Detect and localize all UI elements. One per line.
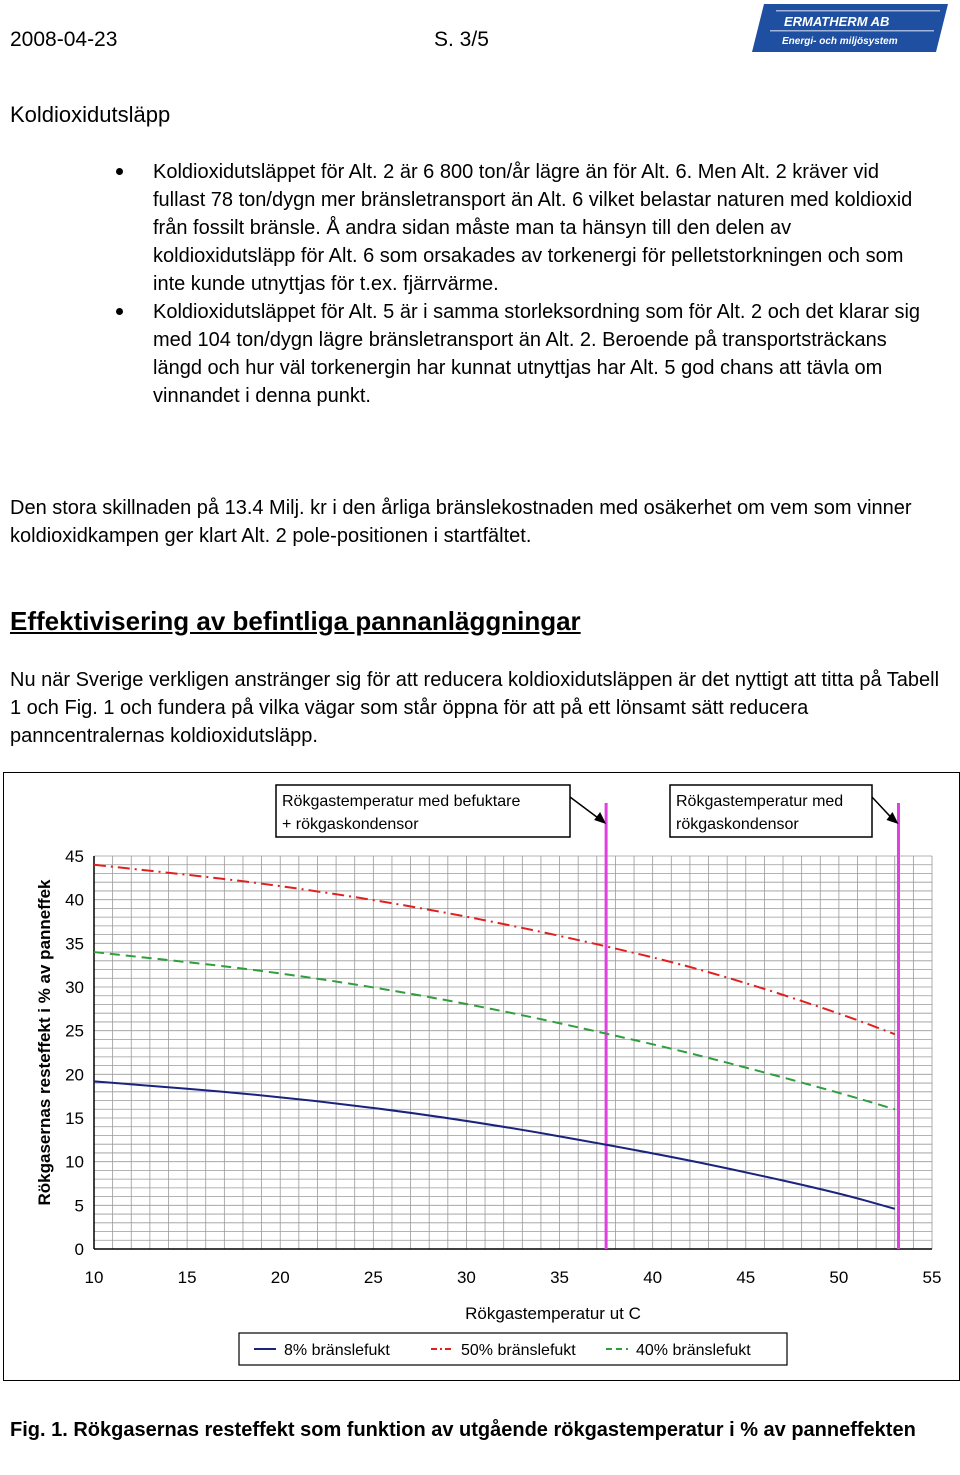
- callout-label-line: Rökgastemperatur med befuktare: [282, 793, 521, 810]
- callout-label-line: Rökgastemperatur med: [676, 793, 844, 810]
- co2-bullet-list: [0, 158, 960, 410]
- y-tick-label: 0: [74, 1240, 84, 1259]
- section-heading-co2: Koldioxidutsläpp: [10, 102, 171, 127]
- y-tick-label: 20: [65, 1065, 84, 1085]
- callout-label-line: + rökgaskondensor: [282, 816, 419, 833]
- y-tick-label: 25: [65, 1021, 84, 1041]
- co2-conclusion-paragraph: Den stora skillnaden på 13.4 Milj. kr i den årliga bränslekostnaden med osäkerhet om vem som vinner koldioxidkampen ger klart Alt. 2 pole-positionen i startfältet.: [10, 497, 912, 547]
- y-tick-label: 30: [65, 978, 84, 997]
- x-tick-label: 50: [829, 1268, 849, 1287]
- x-tick-label: 25: [363, 1268, 383, 1287]
- logo-tagline: Energi- och miljösystem: [782, 36, 898, 47]
- legend-label: 8% bränslefukt: [284, 1342, 390, 1359]
- figure-chart: [3, 772, 960, 1381]
- x-tick-label: 30: [456, 1268, 476, 1287]
- callout-label-line: rökgaskondensor: [676, 816, 799, 833]
- page-number: S. 3/5: [434, 28, 489, 51]
- figure-caption: Fig. 1. Rökgasernas resteffekt som funktion av utgående rökgastemperatur i % av panneffekten: [10, 1419, 916, 1441]
- chart-svg: [4, 773, 959, 1380]
- y-tick-label: 10: [65, 1152, 84, 1172]
- section-heading-efficiency: Effektivisering av befintliga pannanläggningar: [10, 606, 581, 636]
- y-tick-label: 40: [65, 890, 84, 910]
- x-tick-label: 10: [84, 1268, 104, 1287]
- x-axis-title: Rökgastemperatur ut C: [465, 1304, 641, 1323]
- y-tick-label: 35: [65, 934, 84, 954]
- document-date: 2008-04-23: [10, 28, 118, 51]
- list-item: Koldioxidutsläppet för Alt. 5 är i samma storleksordning som för Alt. 2 och det klarar sig med 104 ton/dygn lägre bränsletransport än Alt. 2. Beroende på transportsträckans längd och hur väl torkenergin har kunnat utnyttjas har Alt. 5 god chans att tävla om vinnandet i denna punkt.: [0, 298, 933, 410]
- efficiency-paragraph: Nu när Sverige verkligen anstränger sig för att reducera koldioxidutsläppen är det nyttigt att titta på Tabell 1 och Fig. 1 och fundera på vilka vägar som står öppna för att på ett lönsamt sätt reducera panncentralernas koldioxidutsläpp.: [10, 669, 940, 747]
- y-axis-title: Rökgasernas resteffekt i % av panneffek: [35, 879, 54, 1206]
- legend-label: 40% bränslefukt: [636, 1342, 751, 1359]
- x-tick-label: 35: [550, 1268, 570, 1287]
- logo-company: ERMATHERM AB: [784, 14, 890, 29]
- x-tick-label: 20: [270, 1268, 290, 1287]
- x-tick-label: 45: [736, 1268, 756, 1287]
- x-tick-label: 40: [643, 1268, 663, 1287]
- callout-arrowhead: [594, 812, 606, 824]
- y-tick-label: 45: [65, 847, 84, 866]
- x-tick-label: 55: [922, 1268, 942, 1287]
- y-tick-label: 5: [74, 1196, 84, 1216]
- list-item: Koldioxidutsläppet för Alt. 2 är 6 800 ton/år lägre än för Alt. 6. Men Alt. 2 kräver vid fullast 78 ton/dygn mer bränsletransport än Alt. 6 vilket belastar naturen med koldioxid från fossilt bränsle. Å andra sidan måste man ta hänsyn till den delen av koldioxidutsläpp för Alt. 6 som orsakades av torkenergi för pelletstorkningen och som inte kunde utnyttjas för t.ex. fjärrvärme.: [0, 158, 933, 298]
- company-logo: [752, 4, 948, 52]
- y-tick-label: 15: [65, 1109, 84, 1128]
- legend-label: 50% bränslefukt: [461, 1342, 576, 1359]
- x-tick-label: 15: [177, 1268, 197, 1287]
